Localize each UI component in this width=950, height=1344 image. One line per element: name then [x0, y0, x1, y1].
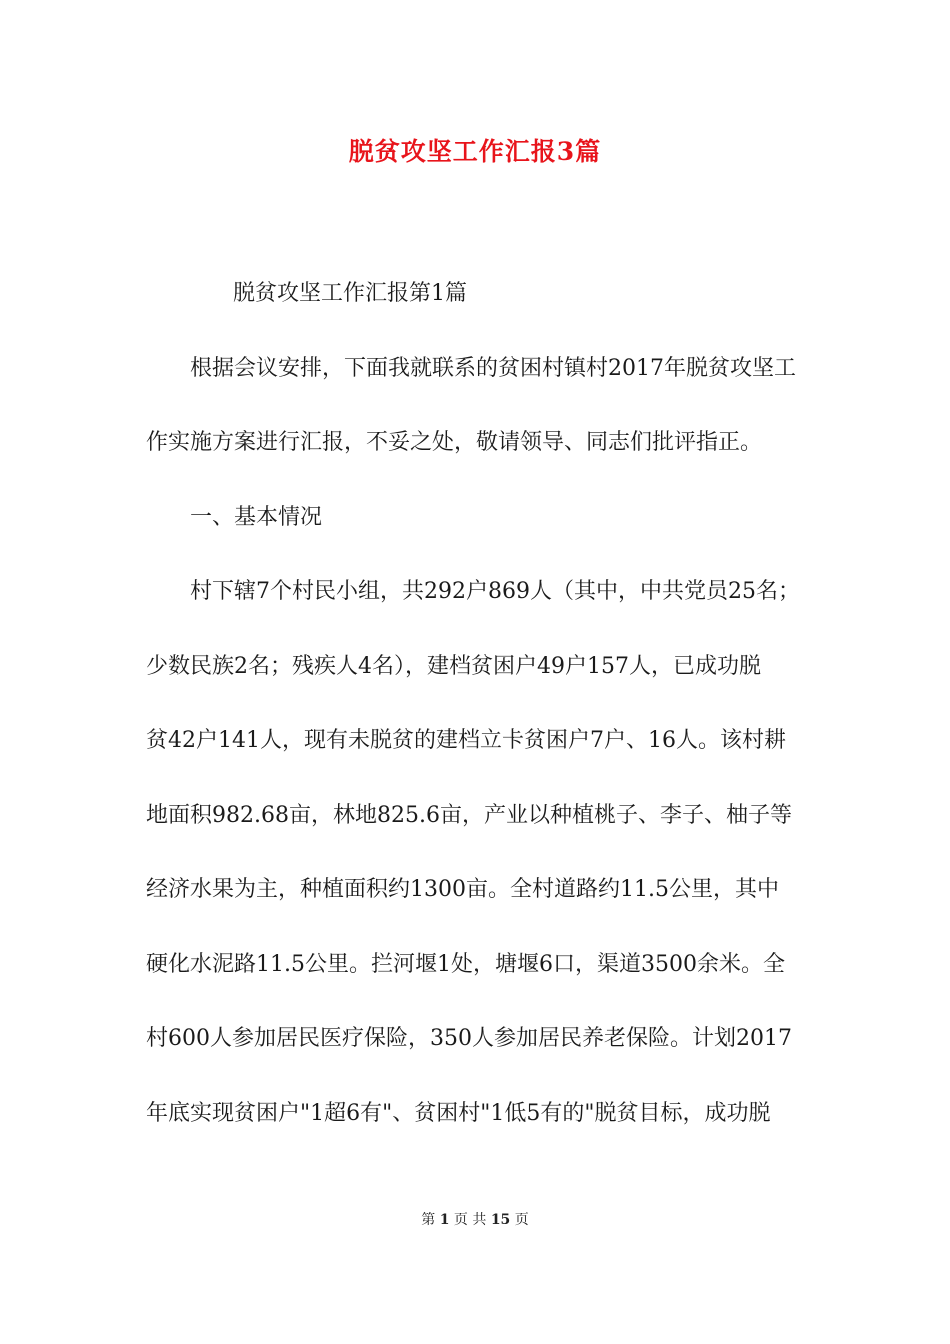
paragraph-line: 经济水果为主，种植面积约1300亩。全村道路约11.5公里，其中	[146, 877, 779, 902]
paragraph-line: 少数民族2名；残疾人4名），建档贫困户49户157人，已成功脱	[146, 654, 761, 679]
paragraph-line: 村下辖7个村民小组，共292户869人（其中，中共党员25名；	[190, 579, 800, 604]
paragraph-line: 根据会议安排，下面我就联系的贫困村镇村2017年脱贫攻坚工	[190, 356, 796, 381]
paragraph-line: 地面积982.68亩，林地825.6亩，产业以种植桃子、李子、柚子等	[146, 803, 792, 828]
footer-prefix: 第	[421, 1212, 436, 1228]
subsection-heading: 一、基本情况	[190, 505, 323, 530]
paragraph-line: 作实施方案进行汇报，不妥之处，敬请领导、同志们批评指正。	[146, 430, 763, 455]
paragraph-line: 年底实现贫困户"1超6有"、贫困村"1低5有的"脱贫目标，成功脱	[146, 1101, 771, 1126]
current-page-number: 1	[439, 1212, 450, 1228]
paragraph-line: 贫42户141人，现有未脱贫的建档立卡贫困户7户、16人。该村耕	[146, 728, 786, 753]
document-title: 脱贫攻坚工作汇报3篇	[348, 137, 602, 166]
page-footer	[0, 1208, 950, 1232]
total-pages-number: 15	[490, 1212, 511, 1228]
footer-middle: 页 共	[453, 1212, 487, 1228]
section-heading: 脱贫攻坚工作汇报第1篇	[233, 281, 467, 306]
footer-suffix: 页	[514, 1212, 529, 1228]
paragraph-line: 硬化水泥路11.5公里。拦河堰1处，塘堰6口，渠道3500余米。全	[146, 952, 785, 977]
paragraph-line: 村600人参加居民医疗保险，350人参加居民养老保险。计划2017	[146, 1026, 792, 1051]
